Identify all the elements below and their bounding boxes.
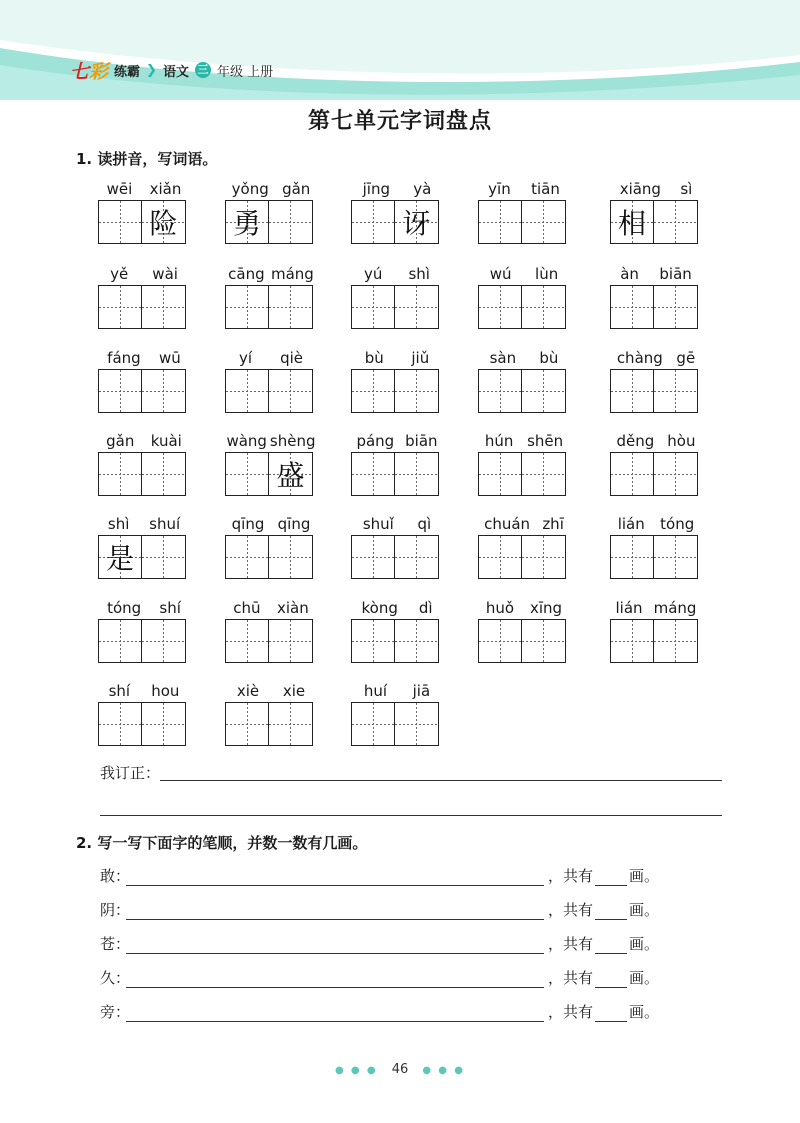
pinyin-label (351, 597, 443, 617)
tianzige-boxes (610, 369, 698, 413)
tianzige-boxes (98, 285, 186, 329)
suffix-text-a: ，共有 (548, 867, 594, 885)
tianzige-boxes (351, 452, 439, 496)
tianzige-cell[interactable] (395, 452, 439, 496)
tianzige-cell[interactable] (269, 285, 313, 329)
stroke-count-blank[interactable] (595, 937, 627, 954)
tianzige-cell[interactable] (98, 619, 142, 663)
series-logo (70, 57, 108, 84)
pinyin-syllable: yú (364, 265, 383, 283)
tianzige-boxes (478, 285, 566, 329)
stroke-row (100, 898, 680, 920)
tianzige-cell[interactable] (142, 369, 186, 413)
correction-label: 我订正： (100, 764, 161, 782)
stroke-order-blank[interactable] (126, 971, 544, 988)
pinyin-syllable: gǎn (282, 180, 311, 198)
pinyin-label (610, 597, 702, 617)
stroke-row (100, 932, 680, 954)
pinyin-syllable: àn (620, 265, 639, 283)
tianzige-cell[interactable] (610, 535, 654, 579)
pinyin-label (610, 513, 702, 533)
stroke-row (100, 966, 680, 988)
tianzige-cell[interactable] (269, 535, 313, 579)
stroke-row (100, 864, 680, 886)
suffix-text-b: 画。 (629, 935, 660, 953)
tianzige-boxes (610, 200, 698, 244)
pinyin-label (351, 263, 443, 283)
pinyin-label (478, 597, 570, 617)
brand-bar (70, 58, 273, 82)
stroke-count-blank[interactable] (595, 1005, 627, 1022)
target-character: 敢： (100, 867, 131, 885)
footer-dots-left: ● ● ● (335, 1065, 378, 1076)
suffix-text-b: 画。 (629, 901, 660, 919)
pinyin-label (225, 597, 317, 617)
pinyin-label (610, 430, 702, 450)
chevron-right-icon: ❯ (146, 62, 157, 78)
tianzige-cell[interactable] (522, 452, 566, 496)
tianzige-boxes (610, 452, 698, 496)
tianzige-cell[interactable] (225, 535, 269, 579)
tianzige-cell[interactable] (142, 535, 186, 579)
pinyin-label (98, 263, 190, 283)
tianzige-cell[interactable] (395, 369, 439, 413)
target-character: 旁： (100, 1003, 131, 1021)
header-wave-background (0, 0, 800, 100)
suffix-text-a: ，共有 (548, 969, 594, 987)
tianzige-cell[interactable] (654, 285, 698, 329)
pinyin-label (225, 178, 317, 198)
tianzige-boxes (98, 702, 186, 746)
pinyin-syllable: hòu (667, 432, 696, 450)
tianzige-cell[interactable] (654, 452, 698, 496)
pinyin-syllable: wū (159, 349, 181, 367)
pinyin-syllable: yà (413, 180, 432, 198)
tianzige-boxes (98, 452, 186, 496)
stroke-count-suffix (548, 933, 659, 954)
pinyin-syllable: shì (107, 515, 130, 533)
tianzige-cell[interactable] (654, 535, 698, 579)
tianzige-cell[interactable] (478, 535, 522, 579)
subject-label: 语文 (162, 64, 189, 80)
pinyin-syllable: qīng (277, 515, 311, 533)
tianzige-cell[interactable] (269, 619, 313, 663)
tianzige-cell[interactable] (142, 702, 186, 746)
pinyin-syllable: xie (282, 682, 306, 700)
tianzige-cell[interactable] (395, 285, 439, 329)
page-footer (0, 1062, 800, 1077)
tianzige-boxes (351, 369, 439, 413)
tianzige-cell[interactable]: 是 (98, 535, 142, 579)
tianzige-boxes (610, 535, 698, 579)
tianzige-cell[interactable] (142, 285, 186, 329)
tianzige-cell[interactable] (351, 619, 395, 663)
pinyin-syllable: páng (356, 432, 395, 450)
pinyin-label (351, 680, 443, 700)
pinyin-label (98, 347, 190, 367)
tianzige-cell[interactable] (478, 619, 522, 663)
pinyin-label (225, 430, 317, 450)
pinyin-syllable: xīng (529, 599, 563, 617)
suffix-text-b: 画。 (629, 867, 660, 885)
tianzige-boxes (225, 702, 313, 746)
pinyin-syllable: huí (363, 682, 387, 700)
pinyin-syllable: jiǔ (411, 349, 430, 367)
tianzige-boxes (478, 369, 566, 413)
tianzige-cell[interactable]: 讶 (395, 200, 439, 244)
tianzige-cell[interactable] (98, 200, 142, 244)
pinyin-syllable: kòng (361, 599, 398, 617)
tianzige-cell[interactable] (269, 702, 313, 746)
pinyin-syllable: zhī (542, 515, 564, 533)
pinyin-syllable: shèng (269, 432, 316, 450)
target-character: 久： (100, 969, 131, 987)
stroke-count-suffix (548, 899, 659, 920)
footer-dots-right: ● ● ● (422, 1065, 465, 1076)
pinyin-label (478, 263, 570, 283)
grade-text: 年级 上册 (216, 64, 274, 80)
tianzige-boxes (225, 535, 313, 579)
pinyin-syllable: gē (676, 349, 696, 367)
pinyin-syllable: dì (418, 599, 433, 617)
pinyin-syllable: shuí (149, 515, 181, 533)
pinyin-syllable: bù (539, 349, 559, 367)
pinyin-syllable: shí (108, 682, 131, 700)
tianzige-cell[interactable] (654, 369, 698, 413)
target-character: 苍： (100, 935, 131, 953)
pinyin-syllable: lián (617, 515, 645, 533)
tianzige-cell[interactable] (225, 285, 269, 329)
pinyin-label (610, 178, 702, 198)
tianzige-boxes (351, 535, 439, 579)
pinyin-syllable: wài (152, 265, 178, 283)
tianzige-boxes (610, 285, 698, 329)
pinyin-syllable: shēn (527, 432, 564, 450)
tianzige-cell[interactable] (269, 369, 313, 413)
tianzige-cell[interactable] (522, 285, 566, 329)
pinyin-syllable: shí (159, 599, 181, 617)
suffix-text-a: ，共有 (548, 935, 594, 953)
pinyin-syllable: jiā (412, 682, 431, 700)
stroke-count-blank[interactable] (595, 971, 627, 988)
tianzige-cell[interactable] (610, 452, 654, 496)
tianzige-cell[interactable] (654, 200, 698, 244)
page-number: 46 (391, 1062, 409, 1077)
tianzige-boxes (98, 535, 186, 579)
pinyin-syllable: xiè (236, 682, 260, 700)
pinyin-syllable: hou (151, 682, 180, 700)
question-2-heading: 2. 写一写下面字的笔顺，并数一数有几画。 (76, 834, 368, 852)
pinyin-syllable: chàng (616, 349, 663, 367)
tianzige-cell[interactable] (478, 452, 522, 496)
pinyin-syllable: gǎn (106, 432, 135, 450)
stroke-count-suffix (548, 1001, 659, 1022)
suffix-text-a: ，共有 (548, 901, 594, 919)
tianzige-cell[interactable]: 险 (142, 200, 186, 244)
pinyin-syllable: lùn (535, 265, 559, 283)
pinyin-label (478, 430, 570, 450)
correction-line-2[interactable] (100, 815, 722, 816)
pinyin-label (98, 430, 190, 450)
tianzige-cell[interactable]: 勇 (225, 200, 269, 244)
pinyin-label (225, 680, 317, 700)
tianzige-boxes (478, 200, 566, 244)
tianzige-cell[interactable] (610, 619, 654, 663)
pinyin-label (351, 347, 443, 367)
tianzige-boxes (351, 200, 439, 244)
tianzige-boxes (98, 369, 186, 413)
pinyin-label (478, 347, 570, 367)
suffix-text-b: 画。 (629, 1003, 660, 1021)
pinyin-syllable: qì (417, 515, 432, 533)
tianzige-cell[interactable] (351, 285, 395, 329)
tianzige-cell[interactable] (351, 452, 395, 496)
pinyin-syllable: wēi (106, 180, 133, 198)
tianzige-cell[interactable] (478, 369, 522, 413)
series-name: 练霸 (114, 64, 141, 80)
pinyin-syllable: kuài (150, 432, 182, 450)
pinyin-syllable: fáng (107, 349, 141, 367)
pinyin-syllable: cāng (228, 265, 265, 283)
tianzige-boxes (351, 285, 439, 329)
tianzige-cell[interactable] (269, 200, 313, 244)
tianzige-cell[interactable] (395, 619, 439, 663)
header-band (0, 0, 800, 100)
stroke-count-suffix (548, 865, 659, 886)
tianzige-cell[interactable] (98, 285, 142, 329)
pinyin-syllable: qīng (231, 515, 265, 533)
logo-char-2: 彩 (89, 60, 109, 83)
tianzige-boxes (225, 200, 313, 244)
stroke-order-blank[interactable] (126, 1005, 544, 1022)
pinyin-syllable: tiān (531, 180, 560, 198)
pinyin-syllable: sì (680, 180, 693, 198)
pinyin-syllable: wàng (226, 432, 267, 450)
pinyin-syllable: xiāng (619, 180, 661, 198)
tianzige-boxes (98, 619, 186, 663)
tianzige-boxes (610, 619, 698, 663)
pinyin-syllable: huǒ (485, 599, 515, 617)
tianzige-cell[interactable] (522, 200, 566, 244)
tianzige-cell[interactable] (351, 535, 395, 579)
pinyin-syllable: biān (405, 432, 438, 450)
pinyin-syllable: máng (653, 599, 697, 617)
pinyin-label (610, 263, 702, 283)
tianzige-cell[interactable] (610, 285, 654, 329)
pinyin-label (478, 178, 570, 198)
pinyin-syllable: děng (616, 432, 655, 450)
tianzige-boxes (225, 369, 313, 413)
pinyin-syllable: chuán (484, 515, 531, 533)
tianzige-boxes (225, 452, 313, 496)
logo-char-1: 七 (70, 60, 90, 83)
stroke-count-blank[interactable] (595, 869, 627, 886)
suffix-text-a: ，共有 (548, 1003, 594, 1021)
pinyin-syllable: tóng (107, 599, 142, 617)
suffix-text-b: 画。 (629, 969, 660, 987)
pinyin-label (225, 513, 317, 533)
pinyin-syllable: wú (489, 265, 512, 283)
pinyin-syllable: shuǐ (362, 515, 394, 533)
tianzige-boxes (478, 452, 566, 496)
tianzige-cell[interactable] (395, 535, 439, 579)
pinyin-syllable: bù (364, 349, 384, 367)
grade-number-badge: 三 (195, 62, 211, 78)
tianzige-cell[interactable] (98, 369, 142, 413)
tianzige-cell[interactable] (522, 369, 566, 413)
tianzige-cell[interactable] (225, 452, 269, 496)
pinyin-syllable: lián (615, 599, 643, 617)
tianzige-boxes (225, 285, 313, 329)
tianzige-boxes (351, 702, 439, 746)
pinyin-label (98, 178, 190, 198)
tianzige-cell[interactable]: 相 (610, 200, 654, 244)
pinyin-syllable: jīng (362, 180, 390, 198)
pinyin-label (610, 347, 702, 367)
tianzige-cell[interactable] (351, 369, 395, 413)
tianzige-boxes (478, 535, 566, 579)
pinyin-syllable: máng (270, 265, 314, 283)
stroke-count-blank[interactable] (595, 903, 627, 920)
tianzige-cell[interactable] (395, 702, 439, 746)
tianzige-cell[interactable] (142, 452, 186, 496)
tianzige-cell[interactable] (98, 702, 142, 746)
stroke-row (100, 1000, 680, 1022)
pinyin-label (98, 597, 190, 617)
tianzige-boxes (98, 200, 186, 244)
pinyin-label (98, 513, 190, 533)
stroke-order-blank[interactable] (126, 903, 544, 920)
stroke-order-blank[interactable] (126, 937, 544, 954)
pinyin-syllable: qiè (280, 349, 303, 367)
correction-line-1[interactable] (160, 780, 722, 781)
tianzige-cell[interactable] (522, 619, 566, 663)
tianzige-cell[interactable] (225, 619, 269, 663)
tianzige-cell[interactable] (478, 285, 522, 329)
pinyin-syllable: hún (484, 432, 514, 450)
pinyin-syllable: chū (233, 599, 261, 617)
tianzige-boxes (351, 619, 439, 663)
pinyin-syllable: tóng (660, 515, 695, 533)
pinyin-syllable: xiàn (276, 599, 309, 617)
tianzige-cell[interactable] (610, 369, 654, 413)
tianzige-cell[interactable] (478, 200, 522, 244)
page-title: 第七单元字词盘点 (307, 108, 492, 134)
pinyin-label (351, 178, 443, 198)
tianzige-boxes (478, 619, 566, 663)
tianzige-cell[interactable] (351, 200, 395, 244)
tianzige-cell[interactable] (225, 369, 269, 413)
question-1-heading: 1. 读拼音，写词语。 (76, 150, 218, 168)
tianzige-cell[interactable]: 盛 (269, 452, 313, 496)
pinyin-syllable: biān (659, 265, 692, 283)
tianzige-cell[interactable] (98, 452, 142, 496)
tianzige-boxes (225, 619, 313, 663)
pinyin-syllable: yīn (488, 180, 511, 198)
pinyin-syllable: yí (239, 349, 253, 367)
pinyin-label (351, 430, 443, 450)
pinyin-syllable: yě (110, 265, 129, 283)
pinyin-label (225, 347, 317, 367)
pinyin-label (351, 513, 443, 533)
pinyin-syllable: yǒng (231, 180, 269, 198)
stroke-order-blank[interactable] (126, 869, 544, 886)
tianzige-cell[interactable] (522, 535, 566, 579)
tianzige-cell[interactable] (654, 619, 698, 663)
tianzige-cell[interactable] (351, 702, 395, 746)
tianzige-cell[interactable] (142, 619, 186, 663)
stroke-count-suffix (548, 967, 659, 988)
pinyin-syllable: sàn (489, 349, 517, 367)
pinyin-label (478, 513, 570, 533)
pinyin-label (98, 680, 190, 700)
pinyin-label (225, 263, 317, 283)
target-character: 阴： (100, 901, 131, 919)
pinyin-syllable: shì (408, 265, 430, 283)
tianzige-cell[interactable] (225, 702, 269, 746)
pinyin-syllable: xiǎn (149, 180, 182, 198)
